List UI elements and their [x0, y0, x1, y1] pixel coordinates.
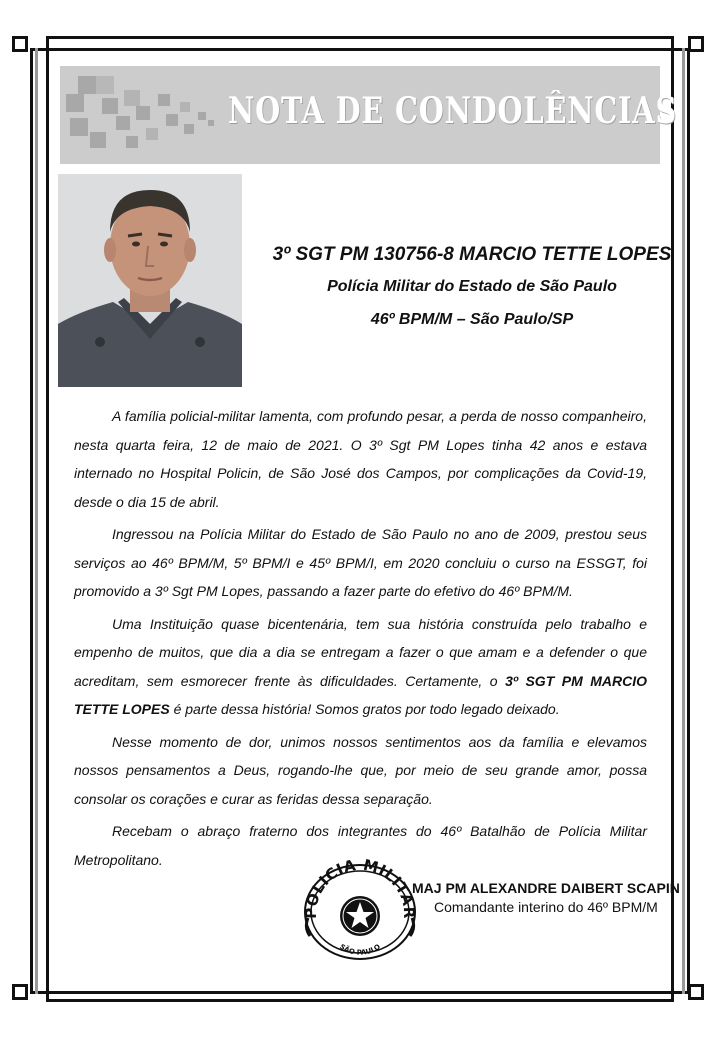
border-accent-left [35, 48, 38, 994]
signatory-name: MAJ PM ALEXANDRE DAIBERT SCAPIN [412, 880, 680, 896]
unit-name: 46º BPM/M – São Paulo/SP [370, 311, 574, 328]
title-banner [60, 66, 678, 164]
paragraph: Recebam o abraço fraterno dos integrantes do 46º Batalhão de Polícia Militar Metropolitano. [74, 823, 647, 868]
rank-and-name: 3º SGT PM 130756-8 MARCIO TETTE LOPES [272, 244, 672, 265]
pixel-pattern-decoration [66, 76, 216, 154]
signature-block [412, 880, 680, 915]
text-span: Uma Instituição quase bicentenária, tem sua história construída pelo trabalho e empenho de muitos, que dia a dia se entregam a fazer o que amam e a defender o que acreditam, sem esmorecer frente às dificuldades. Certamente, o [74, 615, 647, 689]
signatory-role: Comandante interino do 46º BPM/M [434, 899, 658, 915]
condolence-text [74, 402, 647, 878]
police-seal-logo [302, 858, 418, 962]
honoree-name-bold: 3º SGT PM MARCIO TETTE LOPES [74, 672, 647, 717]
paragraph: Ingressou na Polícia Militar do Estado de São Paulo no ano de 2009, prestou seus serviços ao 46º BPM/M, 5º BPM/I e 45º BPM/I, em 2020 concluiu o curso na ESSGT, foi promovido a 3º Sgt PM Lopes, passando a fazer parte do efetivo do 46º BPM/M. [74, 526, 647, 599]
paragraph: A família policial-militar lamenta, com profundo pesar, a perda de nosso companheiro, nesta quarta feira, 12 de maio de 2021. O 3º Sgt PM Lopes tinha 42 anos e estava internado no Hospital Policin, de São José dos Campos, por complicações da Covid-19, desde o dia 15 de abril. [74, 408, 647, 510]
seal-bottom-text: SÃO PAULO [338, 942, 382, 957]
corner-square [12, 984, 28, 1000]
banner-title: NOTA DE CONDOLÊNCIAS [228, 90, 678, 132]
corner-square [688, 984, 704, 1000]
portrait-photo [58, 174, 242, 387]
institution-name: Polícia Militar do Estado de São Paulo [327, 278, 617, 295]
seal-top-text: POLICIA MILITAR [302, 858, 418, 920]
text-span: é parte dessa história! Somos gratos por todo legado deixado. [169, 701, 560, 717]
paragraph [74, 610, 647, 724]
identification-block [252, 242, 692, 332]
paragraph: Nesse momento de dor, unimos nossos sentimentos aos da família e elevamos nossos pensamentos a Deus, rogando-lhe que, por meio de seu grande amor, possa consolar os corações e curar as feridas dessa separação. [74, 733, 647, 807]
border-accent-right [682, 48, 685, 994]
corner-square [688, 36, 704, 52]
corner-square [12, 36, 28, 52]
